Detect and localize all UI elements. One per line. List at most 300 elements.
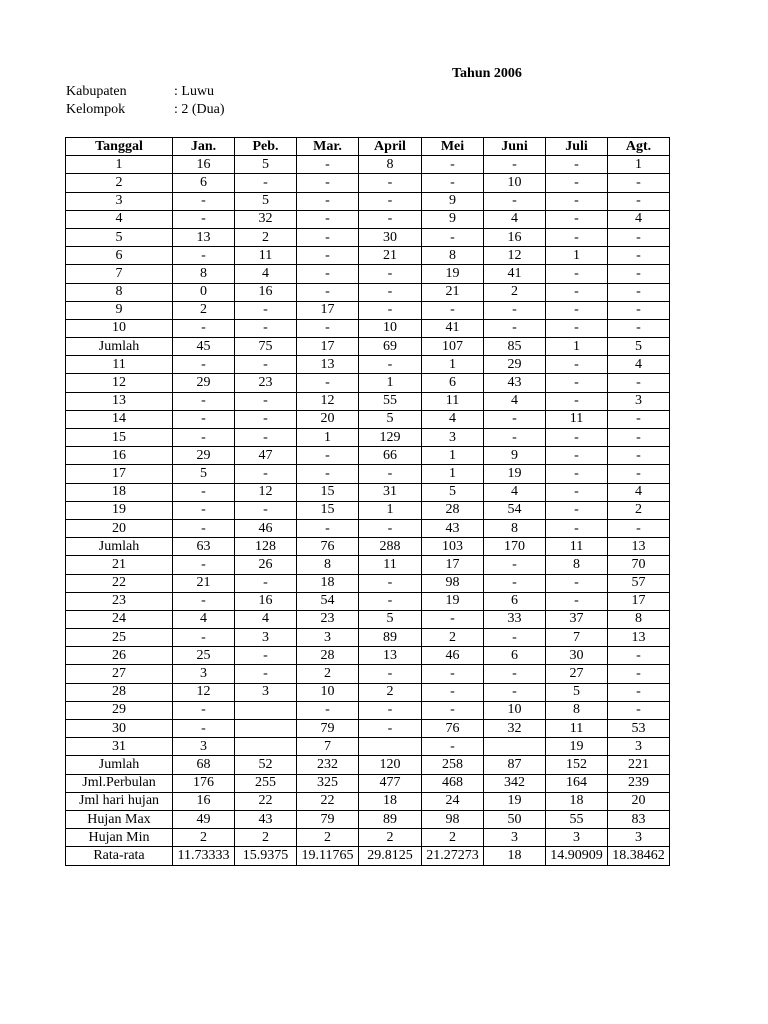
row-label-cell: 27 xyxy=(66,665,173,683)
table-cell: - xyxy=(484,429,546,447)
table-cell: - xyxy=(235,301,297,319)
table-row xyxy=(66,665,670,683)
table-cell: - xyxy=(235,574,297,592)
table-cell: 4 xyxy=(484,392,546,410)
table-row xyxy=(66,738,670,756)
table-cell: - xyxy=(422,174,484,192)
table-cell: 12 xyxy=(297,392,359,410)
table-cell: 79 xyxy=(297,720,359,738)
table-cell: - xyxy=(484,410,546,428)
table-cell: - xyxy=(546,447,608,465)
table-cell: 18 xyxy=(546,792,608,810)
table-cell: 2 xyxy=(297,829,359,847)
table-cell: 221 xyxy=(608,756,670,774)
table-cell: 9 xyxy=(422,192,484,210)
table-cell: - xyxy=(173,701,235,719)
table-cell: 66 xyxy=(359,447,422,465)
table-cell: 30 xyxy=(359,228,422,246)
table-cell: 54 xyxy=(484,501,546,519)
row-label-cell: 18 xyxy=(66,483,173,501)
row-label-cell: Jumlah xyxy=(66,338,173,356)
table-cell: - xyxy=(608,192,670,210)
table-cell: 11 xyxy=(546,720,608,738)
table-cell: 18.38462 xyxy=(608,847,670,865)
table-cell: 342 xyxy=(484,774,546,792)
table-cell: - xyxy=(608,519,670,537)
table-cell: 79 xyxy=(297,810,359,828)
table-cell: 1 xyxy=(422,356,484,374)
table-cell: - xyxy=(359,283,422,301)
table-cell: - xyxy=(608,265,670,283)
table-cell: 1 xyxy=(546,338,608,356)
table-cell: 6 xyxy=(173,174,235,192)
table-cell: - xyxy=(484,629,546,647)
table-cell: 8 xyxy=(297,556,359,574)
table-cell: - xyxy=(359,301,422,319)
table-cell: 21 xyxy=(422,283,484,301)
table-cell: 54 xyxy=(297,592,359,610)
table-row xyxy=(66,483,670,501)
table-cell: - xyxy=(359,519,422,537)
table-cell: - xyxy=(484,156,546,174)
table-cell: 89 xyxy=(359,810,422,828)
table-cell: - xyxy=(608,429,670,447)
table-cell: 19 xyxy=(484,465,546,483)
row-label-cell: 6 xyxy=(66,247,173,265)
column-header: Jan. xyxy=(173,138,235,156)
table-row xyxy=(66,683,670,701)
table-row xyxy=(66,174,670,192)
table-cell: 19 xyxy=(484,792,546,810)
table-row xyxy=(66,538,670,556)
table-cell: - xyxy=(422,301,484,319)
table-cell: 75 xyxy=(235,338,297,356)
table-cell: 4 xyxy=(422,410,484,428)
row-label-cell: 1 xyxy=(66,156,173,174)
table-cell: - xyxy=(608,701,670,719)
table-row xyxy=(66,701,670,719)
table-cell: 76 xyxy=(297,538,359,556)
table-cell: - xyxy=(422,738,484,756)
table-cell: 5 xyxy=(608,338,670,356)
table-cell: 57 xyxy=(608,574,670,592)
table-row xyxy=(66,338,670,356)
table-cell: 13 xyxy=(297,356,359,374)
table-cell: 288 xyxy=(359,538,422,556)
row-label-cell: 21 xyxy=(66,556,173,574)
table-row xyxy=(66,283,670,301)
table-cell: 0 xyxy=(173,283,235,301)
table-cell: 3 xyxy=(173,665,235,683)
table-cell: 1 xyxy=(359,501,422,519)
table-cell: 29 xyxy=(173,374,235,392)
table-cell: 4 xyxy=(484,483,546,501)
table-cell: 14.90909 xyxy=(546,847,608,865)
table-cell: - xyxy=(484,301,546,319)
table-cell: 258 xyxy=(422,756,484,774)
table-cell: 63 xyxy=(173,538,235,556)
table-cell: - xyxy=(484,683,546,701)
table-cell: - xyxy=(422,683,484,701)
table-row xyxy=(66,392,670,410)
table-cell: 107 xyxy=(422,338,484,356)
table-row xyxy=(66,792,670,810)
table-cell: 19 xyxy=(422,265,484,283)
table-cell: - xyxy=(608,283,670,301)
table-cell: 29 xyxy=(173,447,235,465)
table-cell: 3 xyxy=(297,629,359,647)
table-cell: 15.9375 xyxy=(235,847,297,865)
kelompok-value: : 2 (Dua) xyxy=(174,102,225,117)
table-cell: - xyxy=(608,447,670,465)
table-cell: 31 xyxy=(359,483,422,501)
table-cell: - xyxy=(235,429,297,447)
table-cell: 16 xyxy=(484,228,546,246)
row-label-cell: 5 xyxy=(66,228,173,246)
table-cell: 41 xyxy=(484,265,546,283)
table-cell: 8 xyxy=(422,247,484,265)
table-cell: - xyxy=(608,301,670,319)
table-cell: - xyxy=(297,265,359,283)
table-cell: 4 xyxy=(235,610,297,628)
table-cell: 28 xyxy=(422,501,484,519)
table-cell: 7 xyxy=(297,738,359,756)
table-cell: 19 xyxy=(422,592,484,610)
table-cell: - xyxy=(546,501,608,519)
table-cell: 6 xyxy=(484,647,546,665)
table-cell: 2 xyxy=(359,683,422,701)
table-cell: 32 xyxy=(235,210,297,228)
table-cell: 12 xyxy=(173,683,235,701)
table-cell: - xyxy=(359,574,422,592)
row-label-cell: 19 xyxy=(66,501,173,519)
table-cell: - xyxy=(484,665,546,683)
table-cell: - xyxy=(546,210,608,228)
table-row xyxy=(66,301,670,319)
row-label-cell: 17 xyxy=(66,465,173,483)
table-cell: 129 xyxy=(359,429,422,447)
row-label-cell: 20 xyxy=(66,519,173,537)
table-cell: - xyxy=(422,665,484,683)
table-cell: - xyxy=(546,156,608,174)
table-cell: 55 xyxy=(359,392,422,410)
table-cell: 468 xyxy=(422,774,484,792)
table-row xyxy=(66,829,670,847)
table-cell: - xyxy=(608,665,670,683)
table-row xyxy=(66,556,670,574)
table-cell: - xyxy=(608,410,670,428)
table-cell: 21 xyxy=(173,574,235,592)
table-cell: 53 xyxy=(608,720,670,738)
column-header: Mei xyxy=(422,138,484,156)
table-cell: 30 xyxy=(546,647,608,665)
table-cell: 98 xyxy=(422,574,484,592)
table-cell: - xyxy=(297,374,359,392)
table-cell: 9 xyxy=(422,210,484,228)
table-cell: 27 xyxy=(546,665,608,683)
table-row xyxy=(66,574,670,592)
table-cell: 2 xyxy=(422,829,484,847)
table-cell: 46 xyxy=(422,647,484,665)
table-row xyxy=(66,756,670,774)
table-cell: 43 xyxy=(484,374,546,392)
table-cell: 11 xyxy=(546,538,608,556)
table-row xyxy=(66,247,670,265)
table-cell: 12 xyxy=(484,247,546,265)
table-cell: - xyxy=(297,174,359,192)
table-cell: 3 xyxy=(608,738,670,756)
table-cell: 120 xyxy=(359,756,422,774)
table-row xyxy=(66,501,670,519)
table-cell: 37 xyxy=(546,610,608,628)
table-cell: - xyxy=(297,519,359,537)
table-cell: - xyxy=(359,174,422,192)
table-cell: 17 xyxy=(297,338,359,356)
row-label-cell: 7 xyxy=(66,265,173,283)
table-cell: 20 xyxy=(297,410,359,428)
table-row xyxy=(66,592,670,610)
table-cell: 47 xyxy=(235,447,297,465)
table-cell: - xyxy=(297,447,359,465)
table-cell: 2 xyxy=(173,301,235,319)
table-cell: 85 xyxy=(484,338,546,356)
row-label-cell: 16 xyxy=(66,447,173,465)
table-cell: 11 xyxy=(359,556,422,574)
table-cell: - xyxy=(608,247,670,265)
column-header: Agt. xyxy=(608,138,670,156)
table-cell: - xyxy=(546,192,608,210)
table-cell: 25 xyxy=(173,647,235,665)
row-label-cell: 4 xyxy=(66,210,173,228)
table-cell xyxy=(235,738,297,756)
table-cell: - xyxy=(608,374,670,392)
table-cell: 239 xyxy=(608,774,670,792)
table-cell: 89 xyxy=(359,629,422,647)
table-cell: 45 xyxy=(173,338,235,356)
table-cell: 83 xyxy=(608,810,670,828)
table-cell: - xyxy=(173,429,235,447)
table-cell: 1 xyxy=(422,465,484,483)
table-cell: - xyxy=(297,192,359,210)
table-cell: - xyxy=(235,410,297,428)
table-cell: 50 xyxy=(484,810,546,828)
table-cell: 21 xyxy=(359,247,422,265)
table-cell: 8 xyxy=(359,156,422,174)
table-cell: 1 xyxy=(359,374,422,392)
row-label-cell: Hujan Max xyxy=(66,810,173,828)
table-cell: - xyxy=(297,465,359,483)
column-header: Juni xyxy=(484,138,546,156)
table-cell: 18 xyxy=(297,574,359,592)
table-row xyxy=(66,192,670,210)
row-label-cell: 25 xyxy=(66,629,173,647)
table-cell: 176 xyxy=(173,774,235,792)
table-cell: 2 xyxy=(173,829,235,847)
table-cell: - xyxy=(297,210,359,228)
table-cell: - xyxy=(297,701,359,719)
table-cell: 5 xyxy=(235,156,297,174)
table-cell: 11 xyxy=(235,247,297,265)
table-cell: 43 xyxy=(422,519,484,537)
table-cell: - xyxy=(422,610,484,628)
table-cell: 5 xyxy=(359,410,422,428)
table-cell: - xyxy=(608,228,670,246)
table-cell: 33 xyxy=(484,610,546,628)
table-cell: - xyxy=(235,665,297,683)
row-label-cell: 9 xyxy=(66,301,173,319)
row-label-cell: Jml hari hujan xyxy=(66,792,173,810)
rainfall-table xyxy=(65,137,670,866)
table-cell xyxy=(359,738,422,756)
table-cell: - xyxy=(235,465,297,483)
table-cell: 3 xyxy=(546,829,608,847)
table-cell: 325 xyxy=(297,774,359,792)
table-cell: 2 xyxy=(608,501,670,519)
table-row xyxy=(66,156,670,174)
table-cell: 4 xyxy=(608,210,670,228)
row-label-cell: 31 xyxy=(66,738,173,756)
table-cell: - xyxy=(173,556,235,574)
table-cell: 3 xyxy=(173,738,235,756)
row-label-cell: 29 xyxy=(66,701,173,719)
column-header: Juli xyxy=(546,138,608,156)
table-cell: 8 xyxy=(484,519,546,537)
table-cell: - xyxy=(422,228,484,246)
kabupaten-value: : Luwu xyxy=(174,84,215,99)
table-cell: 32 xyxy=(484,720,546,738)
table-row xyxy=(66,720,670,738)
table-cell: - xyxy=(546,429,608,447)
table-cell: - xyxy=(173,501,235,519)
table-cell: 4 xyxy=(235,265,297,283)
table-cell: 9 xyxy=(484,447,546,465)
table-row xyxy=(66,774,670,792)
table-cell: - xyxy=(173,720,235,738)
table-cell: - xyxy=(359,665,422,683)
row-label-cell: 11 xyxy=(66,356,173,374)
table-cell xyxy=(484,738,546,756)
table-cell: - xyxy=(359,192,422,210)
table-cell: - xyxy=(359,356,422,374)
table-row xyxy=(66,847,670,865)
table-row xyxy=(66,210,670,228)
row-label-cell: 14 xyxy=(66,410,173,428)
table-cell: 2 xyxy=(359,829,422,847)
table-cell: - xyxy=(546,392,608,410)
table-row xyxy=(66,629,670,647)
table-cell: 20 xyxy=(608,792,670,810)
table-cell: 232 xyxy=(297,756,359,774)
table-cell: 76 xyxy=(422,720,484,738)
table-cell: 24 xyxy=(422,792,484,810)
table-row xyxy=(66,465,670,483)
row-label-cell: Jumlah xyxy=(66,756,173,774)
table-cell: - xyxy=(608,319,670,337)
row-label-cell: Hujan Min xyxy=(66,829,173,847)
table-cell: 22 xyxy=(297,792,359,810)
table-cell: 17 xyxy=(422,556,484,574)
table-cell: 19 xyxy=(546,738,608,756)
table-cell: 1 xyxy=(608,156,670,174)
table-cell: 13 xyxy=(173,228,235,246)
table-cell: - xyxy=(173,410,235,428)
table-row xyxy=(66,410,670,428)
table-cell: 4 xyxy=(608,483,670,501)
table-row xyxy=(66,447,670,465)
table-row xyxy=(66,356,670,374)
table-cell: 55 xyxy=(546,810,608,828)
column-header: April xyxy=(359,138,422,156)
table-cell: 49 xyxy=(173,810,235,828)
column-header: Tanggal xyxy=(66,138,173,156)
table-cell: 2 xyxy=(297,665,359,683)
table-cell: - xyxy=(546,228,608,246)
table-cell: 5 xyxy=(546,683,608,701)
column-header: Mar. xyxy=(297,138,359,156)
table-cell: - xyxy=(608,647,670,665)
table-cell: - xyxy=(173,519,235,537)
table-cell: 3 xyxy=(235,629,297,647)
row-label-cell: 2 xyxy=(66,174,173,192)
table-cell: 152 xyxy=(546,756,608,774)
table-cell: - xyxy=(546,283,608,301)
table-cell: - xyxy=(235,647,297,665)
table-cell: 18 xyxy=(484,847,546,865)
table-cell: - xyxy=(297,283,359,301)
table-cell: 70 xyxy=(608,556,670,574)
table-cell: 13 xyxy=(608,629,670,647)
table-cell: 18 xyxy=(359,792,422,810)
table-cell: - xyxy=(546,519,608,537)
table-cell: 103 xyxy=(422,538,484,556)
table-cell: - xyxy=(173,319,235,337)
table-row xyxy=(66,319,670,337)
row-label-cell: Rata-rata xyxy=(66,847,173,865)
table-cell: 2 xyxy=(484,283,546,301)
table-cell: 2 xyxy=(235,829,297,847)
table-cell: 8 xyxy=(608,610,670,628)
table-cell: - xyxy=(173,392,235,410)
table-cell: 4 xyxy=(173,610,235,628)
table-cell: 5 xyxy=(235,192,297,210)
table-cell: 21.27273 xyxy=(422,847,484,865)
table-cell: 6 xyxy=(422,374,484,392)
row-label-cell: Jumlah xyxy=(66,538,173,556)
table-row xyxy=(66,647,670,665)
table-cell: - xyxy=(297,228,359,246)
column-header: Peb. xyxy=(235,138,297,156)
table-cell: 11 xyxy=(422,392,484,410)
row-label-cell: 13 xyxy=(66,392,173,410)
table-cell: - xyxy=(173,247,235,265)
table-cell: 3 xyxy=(608,392,670,410)
table-cell: - xyxy=(546,592,608,610)
row-label-cell: 22 xyxy=(66,574,173,592)
table-cell: 22 xyxy=(235,792,297,810)
table-cell: 7 xyxy=(546,629,608,647)
table-cell: 16 xyxy=(235,592,297,610)
year-title: Tahun 2006 xyxy=(452,66,522,81)
table-cell: - xyxy=(297,247,359,265)
table-cell: 8 xyxy=(546,556,608,574)
table-cell: - xyxy=(173,629,235,647)
table-row xyxy=(66,429,670,447)
table-cell: 2 xyxy=(422,629,484,647)
table-cell: - xyxy=(359,210,422,228)
table-cell: 3 xyxy=(422,429,484,447)
table-cell: 128 xyxy=(235,538,297,556)
table-cell xyxy=(235,701,297,719)
